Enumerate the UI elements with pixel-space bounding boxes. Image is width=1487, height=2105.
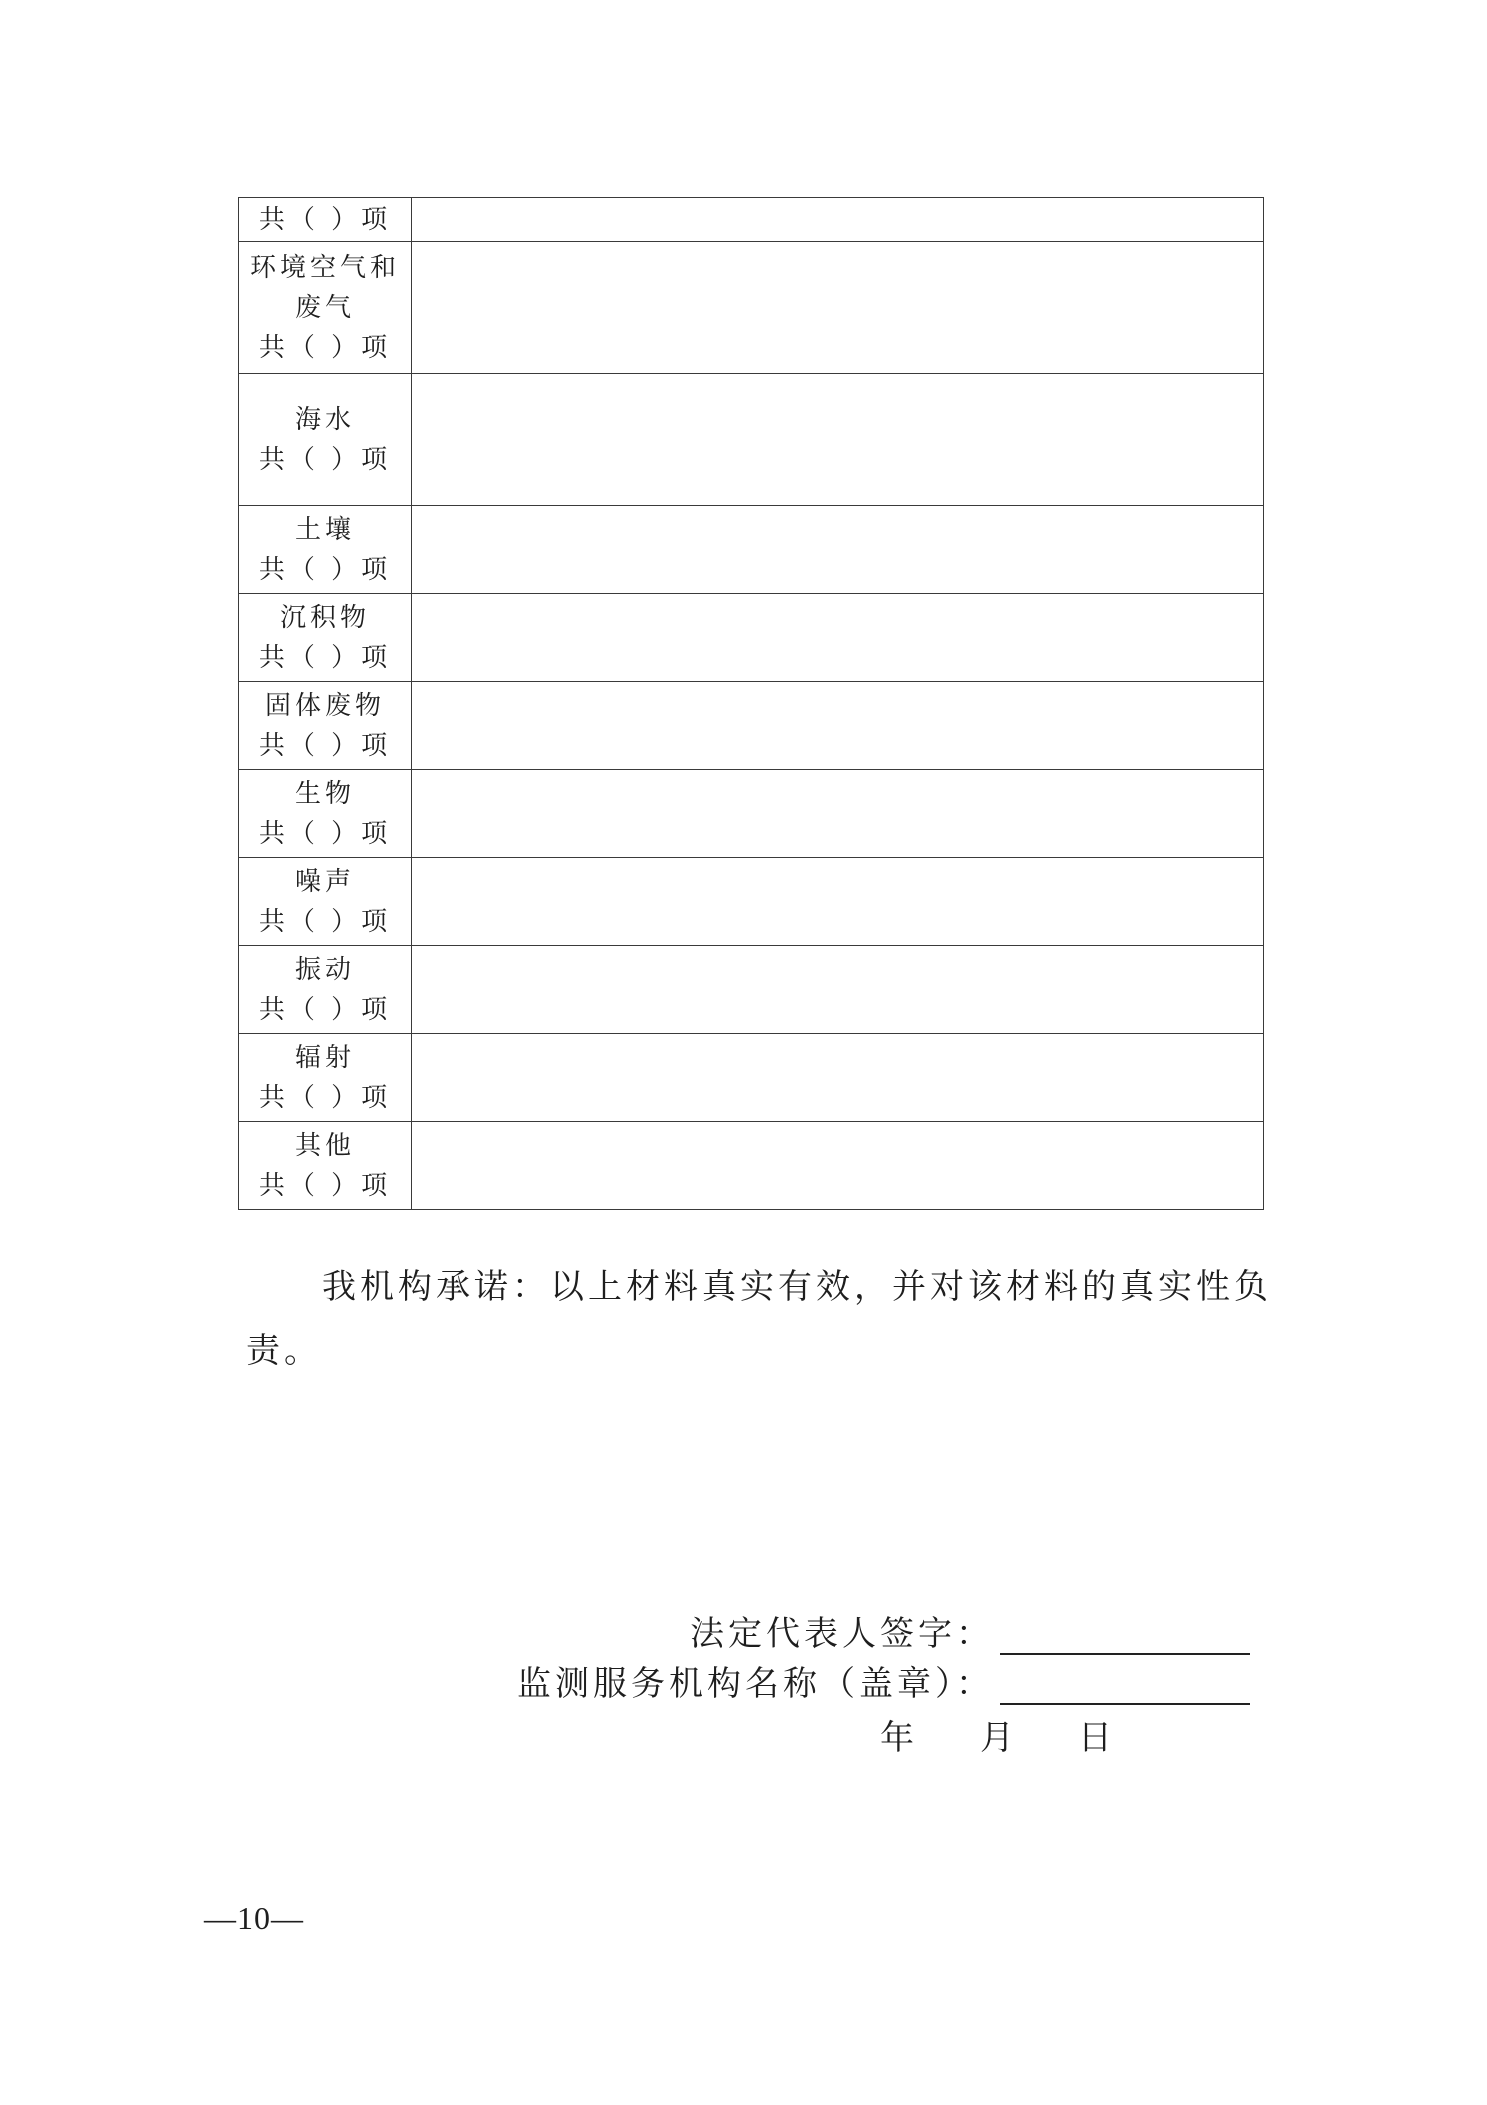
date-day-label: 日 [1078, 1718, 1116, 1758]
row-content-cell[interactable] [412, 858, 1264, 946]
table-row [239, 242, 1264, 374]
org-name-line[interactable] [1000, 1665, 1250, 1705]
row-category-cell [239, 242, 412, 374]
table-row [239, 374, 1264, 506]
table-row [239, 682, 1264, 770]
row-category-text: 土壤 [294, 514, 355, 545]
row-category-cell [239, 198, 412, 242]
row-category-text: 共（ ）项 [258, 818, 392, 849]
legal-rep-label: 法定代表人签字： [690, 1614, 994, 1654]
row-category-text: 振动 [294, 954, 355, 985]
row-category-text: 海水 [294, 404, 355, 435]
table-row [239, 858, 1264, 946]
table-row [239, 594, 1264, 682]
row-content-cell[interactable] [412, 198, 1264, 242]
row-category-text: 共（ ）项 [258, 730, 392, 761]
row-category-text: 共（ ）项 [258, 994, 392, 1025]
page-number: —10— [204, 1900, 304, 1936]
row-category-cell [239, 1122, 412, 1210]
row-category-text: 噪声 [294, 866, 355, 897]
row-category-text: 环境空气和 [249, 252, 400, 283]
row-content-cell[interactable] [412, 1034, 1264, 1122]
signature-block [470, 1605, 1250, 1705]
row-category-text: 共（ ）项 [258, 204, 392, 235]
row-category-text: 沉积物 [279, 602, 370, 633]
row-category-text: 共（ ）项 [258, 554, 392, 585]
row-content-cell[interactable] [412, 946, 1264, 1034]
monitoring-items-table [238, 197, 1264, 1210]
table-body [239, 198, 1264, 1210]
row-content-cell[interactable] [412, 1122, 1264, 1210]
row-content-cell[interactable] [412, 682, 1264, 770]
table-row [239, 1122, 1264, 1210]
row-category-text: 辐射 [294, 1042, 355, 1073]
row-category-cell [239, 858, 412, 946]
row-category-text: 共（ ）项 [258, 906, 392, 937]
row-category-text: 共（ ）项 [258, 1170, 392, 1201]
date-year-label: 年 [880, 1718, 918, 1758]
table-row [239, 1034, 1264, 1122]
row-category-text: 废气 [294, 292, 355, 323]
row-content-cell[interactable] [412, 506, 1264, 594]
date-month-label: 月 [980, 1718, 1018, 1758]
legal-rep-signature-line[interactable] [1000, 1615, 1250, 1655]
row-category-text: 生物 [294, 778, 355, 809]
row-category-cell [239, 1034, 412, 1122]
row-category-text: 共（ ）项 [258, 642, 392, 673]
table-row [239, 198, 1264, 242]
table-row [239, 946, 1264, 1034]
row-category-text: 共（ ）项 [258, 332, 392, 363]
row-category-cell [239, 594, 412, 682]
row-category-text: 其他 [294, 1130, 355, 1161]
row-content-cell[interactable] [412, 594, 1264, 682]
table-row [239, 506, 1264, 594]
row-category-text: 共（ ）项 [258, 1082, 392, 1113]
row-category-text: 共（ ）项 [258, 444, 392, 475]
row-category-cell [239, 506, 412, 594]
table-row [239, 770, 1264, 858]
row-category-cell [239, 770, 412, 858]
row-category-text: 固体废物 [264, 690, 385, 721]
org-name-label: 监测服务机构名称（盖章）： [517, 1664, 994, 1704]
row-category-cell [239, 374, 412, 506]
row-content-cell[interactable] [412, 242, 1264, 374]
row-category-cell [239, 682, 412, 770]
row-content-cell[interactable] [412, 374, 1264, 506]
org-name-row [470, 1655, 1250, 1705]
date-row [880, 1710, 1116, 1759]
row-content-cell[interactable] [412, 770, 1264, 858]
pledge-statement: 我机构承诺：以上材料真实有效，并对该材料的真实性负责。 [246, 1267, 1272, 1371]
row-category-cell [239, 946, 412, 1034]
legal-rep-signature-row [470, 1605, 1250, 1655]
